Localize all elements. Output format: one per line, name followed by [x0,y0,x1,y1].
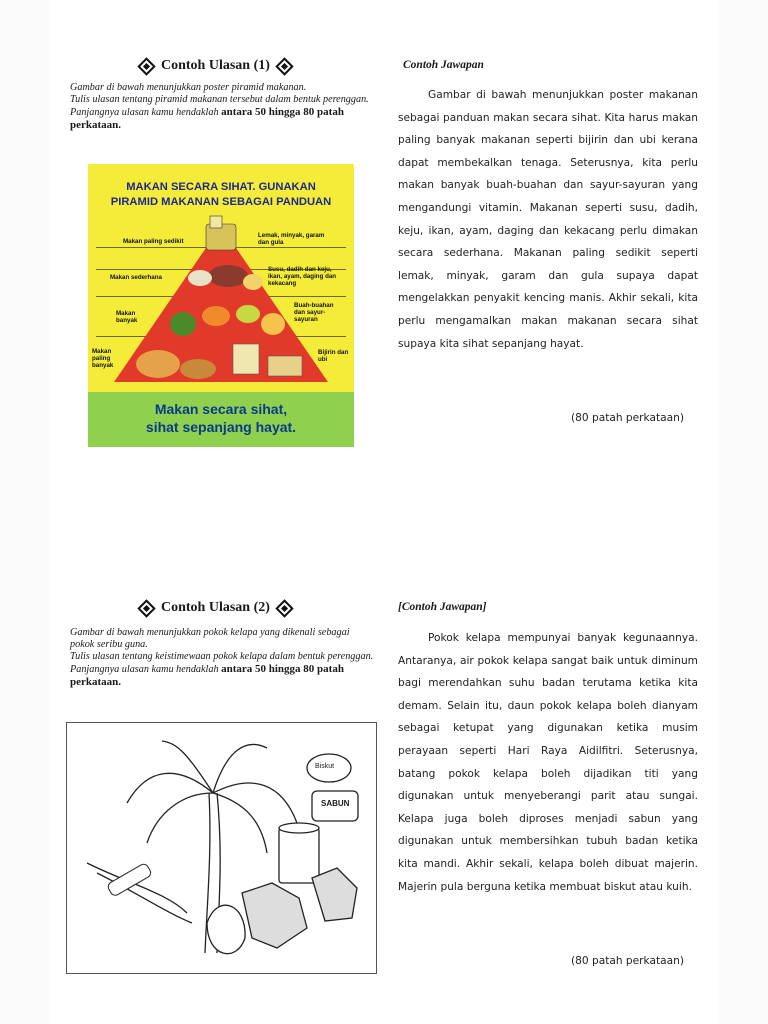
poster-heading: MAKAN SECARA SIHAT. GUNAKAN PIRAMID MAKANAN SEBAGAI PANDUAN [110,181,332,208]
instruction-line: Gambar di bawah menunjukkan poster piramid makanan. [70,82,307,93]
section2-title [140,600,291,616]
instruction-line: Gambar di bawah menunjukkan pokok kelapa yang dikenali sebagai pokok seribu guna. [70,627,350,650]
section1-title [140,58,291,74]
section2-answer-text: Pokok kelapa mempunyai banyak kegunaannya. Antaranya, air pokok kelapa sangat baik untuk diminum bagi merendahkan suhu badan terutama ketika kita demam. Selain itu, daun pokok kelapa boleh dianyam sebagai ketupat yang digunakan ketika musim perayaan seperti Hari Raya Aidilfitri. Seterusnya, batang pokok kelapa boleh dijadikan titi yang digunakan untuk menyeberangi parit atau sungai. Kelapa juga boleh diproses menjadi sabun yang digunakan untuk membersihkan tubuh badan ketika kita mandi. Akhir sekali, kelapa boleh dibuat majerin. Majerin pula berguna ketika membuat biskut atau kuih. [398,632,698,893]
poster-slogan: Makan secara sihat, sihat sepanjang hayat. [88,392,354,447]
food-pyramid-poster [88,164,354,447]
soap-label: SABUN [321,799,350,808]
instruction-line: Tulis ulasan tentang keistimewaan pokok kelapa dalam bentuk perenggan. [70,651,374,662]
diamond-bullet-icon [275,599,293,617]
section1-title-text: Contoh Ulasan (1) [161,58,270,73]
instruction-line: Tulis ulasan tentang piramid makanan tersebut dalam bentuk perenggan. [70,94,369,105]
food-label-proteins: Susu, dadih dan keju, ikan, ayam, daging dan kekacang [268,266,337,287]
section1-word-count: (80 patah perkataan) [571,412,684,424]
coconut-tree-picture [66,722,377,974]
instruction-length: Panjangnya ulasan kamu hendaklah antara 50 hingga 80 patah perkataan. [70,106,344,131]
section1-answer-label: Contoh Jawapan [403,59,484,71]
section2-title-text: Contoh Ulasan (2) [161,600,270,615]
level-label-much: Makan banyak [116,310,138,324]
section2-instructions [70,627,375,689]
section1-instructions [70,82,375,132]
section2-word-count: (80 patah perkataan) [571,955,684,967]
coconut-tree-illustration [67,723,376,973]
food-label-fruits: Buah-buahan dan sayur-sayuran [294,302,334,323]
diamond-bullet-icon [137,599,155,617]
diamond-bullet-icon [275,57,293,75]
level-label-least: Makan paling sedikit [123,238,184,245]
level-label-moderate: Makan sederhana [110,274,162,281]
instruction-length: Panjangnya ulasan kamu hendaklah antara 50 hingga 80 patah perkataan. [70,663,344,688]
section1-answer-text: Gambar di bawah menunjukkan poster makanan sebagai panduan makan secara sihat. Kita harus makan paling banyak makanan seperti bijirin dan ubi kerana dapat membekalkan tenaga. Seterusnya, kita perlu makan banyak buah-buahan dan sayur-sayuran yang mengandungi vitamin. Makanan seperti susu, dadih, keju, ikan, ayam, daging dan kekacang perlu dimakan secara sederhana. Makanan paling sedikit seperti lemak, minyak, garam dan gula supaya dapat mengelakkan penyakit kencing manis. Akhir sekali, kita perlu mengamalkan makan makanan secara sihat supaya kita sihat sepanjang hayat. [398,89,698,350]
level-label-most: Makan paling banyak [92,348,114,369]
food-label-grains: Bijirin dan ubi [318,349,349,363]
section2-answer-label: [Contoh Jawapan] [398,601,487,613]
food-label-fats: Lemak, minyak, garam dan gula [258,232,325,246]
diamond-bullet-icon [137,57,155,75]
biscuit-label: Biskut [315,763,335,770]
